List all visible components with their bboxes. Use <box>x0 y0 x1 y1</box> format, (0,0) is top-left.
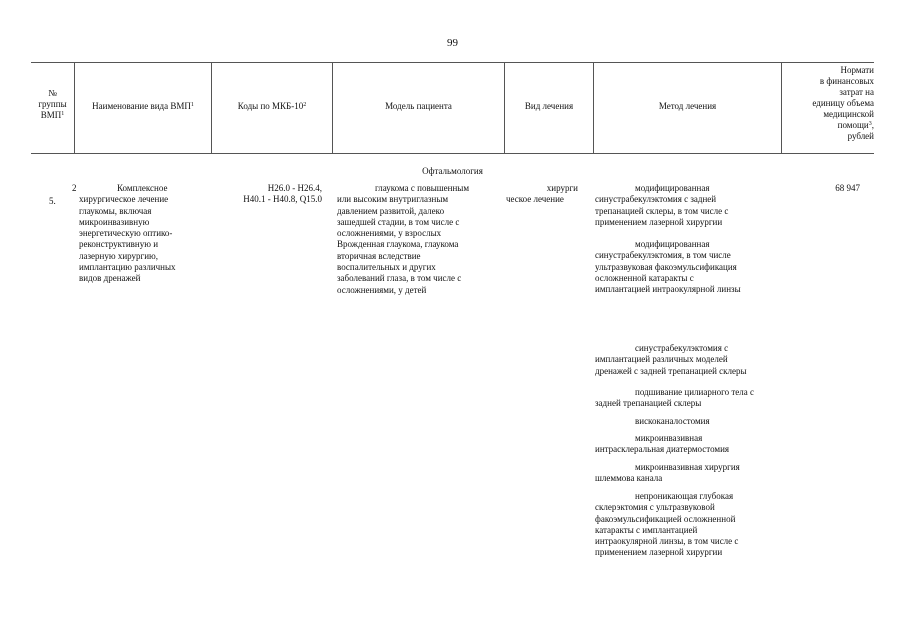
method-3: синустрабекулэктомия с имплантацией различных моделей дренажей с задней трепанацией склеры <box>595 343 747 376</box>
price-value: 68 947 <box>835 183 860 193</box>
vmp-name: Комплексное хирургическое лечение глаукомы, включая микроинвазивную энергетическую оптико- реконструктивную и лазерную хирургию, имплантацию различных видов дренажей <box>79 183 176 284</box>
header-financial-norms: Нормати в финансовых затрат на единицу объема медицинской помощи$^3$, рублей <box>812 65 874 141</box>
header-patient-model: Модель пациента <box>385 101 452 111</box>
method-4: подшивание цилиарного тела с задней трепанацией склеры <box>595 387 755 409</box>
header-vmp-name: Наименование вида ВМП$^1$ <box>92 101 194 111</box>
icd-codes: H26.0 - H26.4, H40.1 - H40.8, Q15.0 <box>243 183 322 205</box>
header-group-number: № группы ВМП$^1$ <box>38 88 67 120</box>
treatment-type: хирурги ческое лечение <box>506 183 578 205</box>
group-number-top: 2 <box>72 183 77 193</box>
method-2: модифицированная синустрабекулэктомия, в том числе ультразвуковая факоэмульсификация осложненной катаракты с имплантацией интраокулярной линзы <box>595 239 741 295</box>
group-number: 5. <box>49 196 56 206</box>
section-title: Офтальмология <box>422 166 483 176</box>
method-8: непроникающая глубокая склерэктомия с ультразвуковой факоэмульсификацией осложненной катаракты с имплантацией интраокулярной линзы, в том числе с применением лазерной хирургии <box>595 491 739 558</box>
method-7: микроинвазивная хирургия шлеммова канала <box>595 462 740 484</box>
page-number: 99 <box>447 37 458 49</box>
method-6: микроинвазивная интрасклеральная диатермостомия <box>595 433 730 455</box>
method-1: модифицированная синустрабекулэктомия с задней трепанацией склеры, в том числе с применением лазерной хирургии <box>595 183 729 227</box>
header-treatment-method: Метод лечения <box>658 101 717 111</box>
header-treatment-type: Вид лечения <box>524 101 574 111</box>
patient-model: глаукома с повышенным или высоким внутриглазным давлением развитой, далеко зашедшей стадии, в том числе с осложнениями, у взрослых Врожденная глаукома, глаукома вторичная вследствие воспалительных и других заболеваний глаза, в том числе с осложнениями, у детей <box>337 183 470 295</box>
method-5: вискоканалостомия <box>635 416 710 426</box>
header-icd-codes: Коды по МКБ-$10^2$ <box>237 101 307 111</box>
table-header <box>31 62 874 154</box>
